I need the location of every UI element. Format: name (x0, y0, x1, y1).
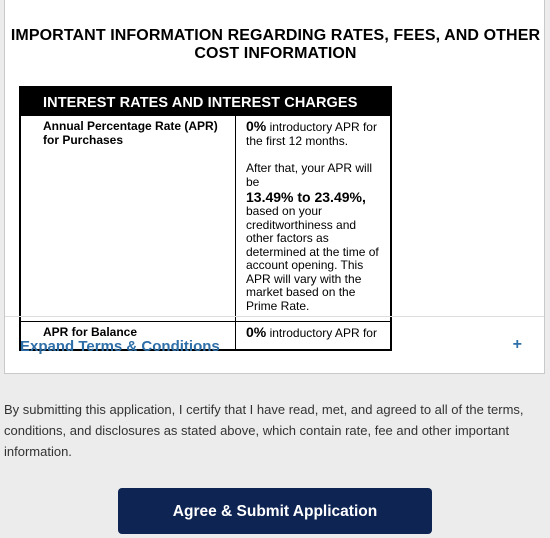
row-label: Annual Percentage Rate (APR) for Purchases (20, 116, 236, 322)
expand-terms-toggle[interactable] (5, 317, 544, 373)
intro-rate-description: introductory APR for (266, 326, 377, 340)
disclosure-card (4, 0, 545, 374)
apr-range: 13.49% to 23.49%, (246, 189, 366, 205)
rates-table (19, 86, 392, 351)
standard-apr-text (246, 162, 384, 313)
apr-range-detail: based on your creditworthiness and other factors as determined at the time of account opening. This APR will vary with the market based on the Prime Rate. (246, 204, 379, 313)
intro-rate-description: introductory APR for the first 12 months. (246, 120, 377, 148)
intro-apr-text (246, 120, 384, 148)
plus-icon[interactable]: + (512, 336, 522, 353)
table-row (20, 116, 391, 322)
certification-statement: By submitting this application, I certify that I have read, met, and agreed to all of the terms, conditions, and disclosures as stated above, which contain rate, fee and other important information. (4, 402, 524, 459)
intro-rate: 0% (246, 324, 267, 340)
expand-terms-label[interactable]: Expand Terms & Conditions (20, 338, 220, 355)
after-intro-text: After that, your APR will be (246, 161, 373, 189)
row-value (236, 116, 392, 322)
intro-rate: 0% (246, 118, 267, 134)
agree-submit-button[interactable]: Agree & Submit Application (118, 488, 432, 534)
rates-table-scroll-area[interactable] (19, 86, 392, 340)
disclosure-title: IMPORTANT INFORMATION REGARDING RATES, FEES, AND OTHER COST INFORMATION (10, 27, 541, 62)
rates-table-header: INTEREST RATES AND INTEREST CHARGES (20, 87, 391, 116)
row-label: APR for Balance (20, 322, 236, 350)
